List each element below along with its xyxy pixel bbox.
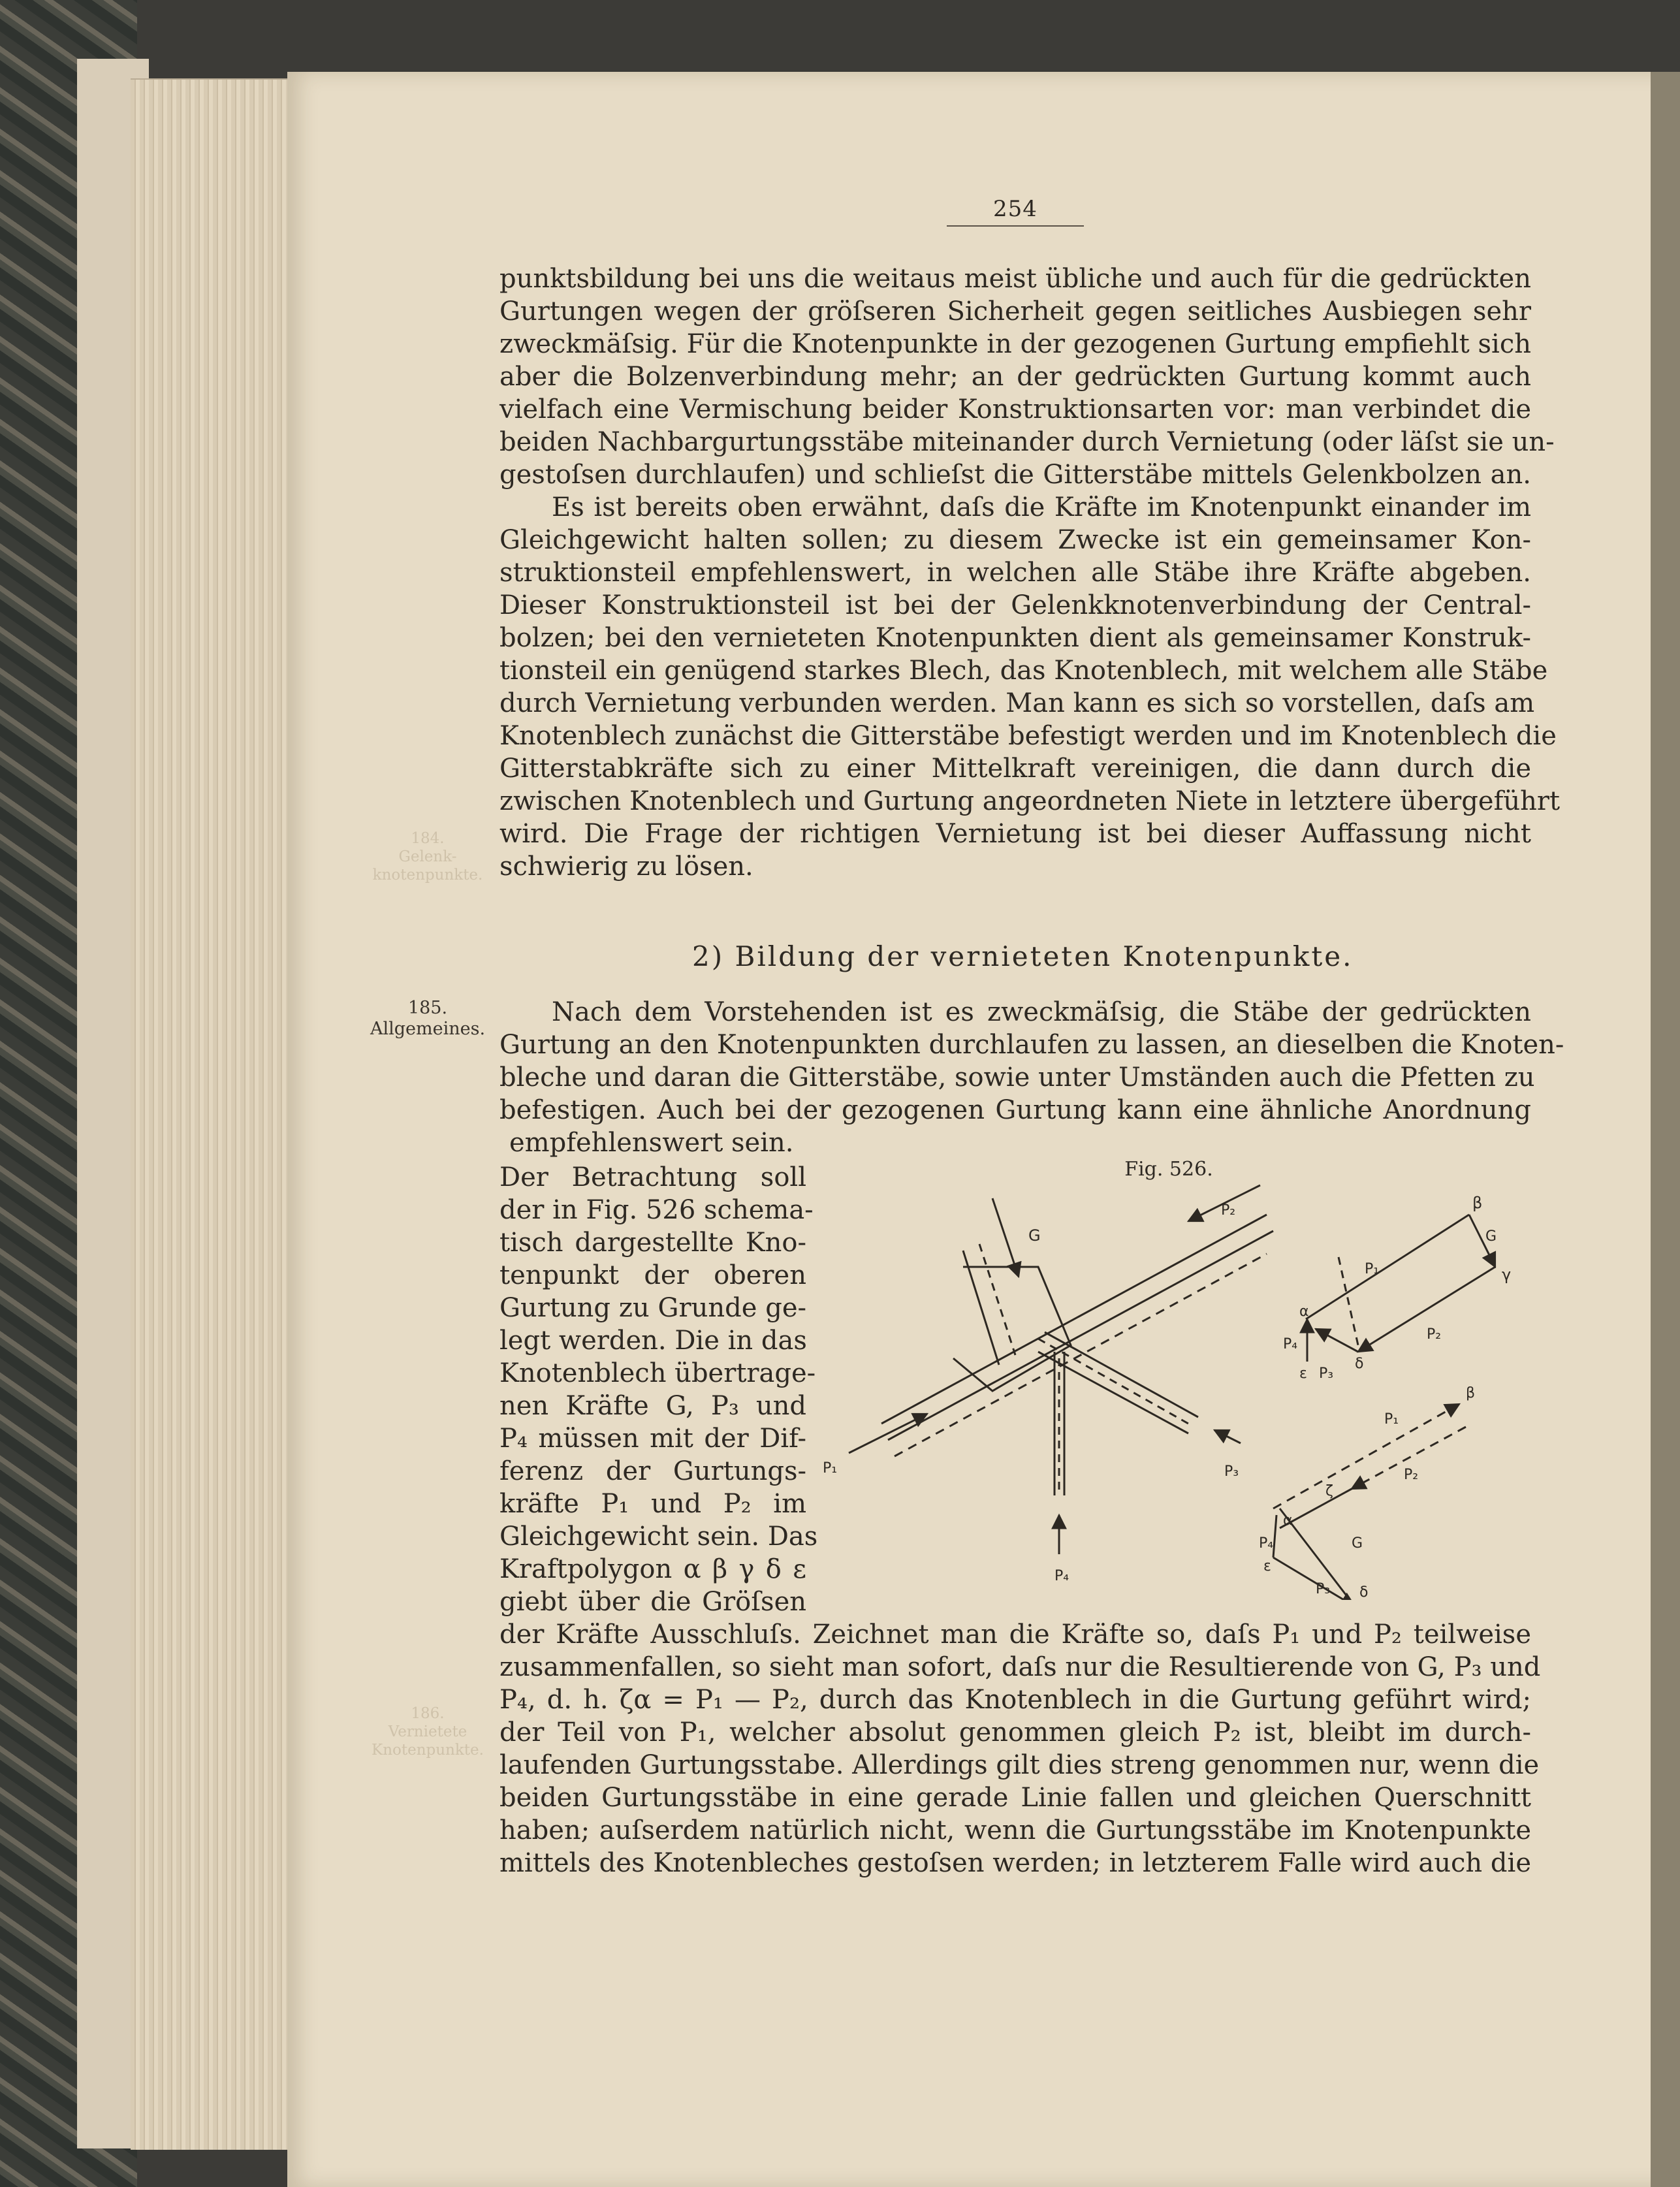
margin-note-number: 185. [407,998,448,1018]
text-line: mittels des Knotenbleches gestoſsen werden; in letzterem Falle wird auch die [499,1848,1531,1878]
text-line: P₄, d. h. ζα = P₁ — P₂, durch das Knotenblech in die Gurtung geführt wird; [499,1685,1531,1715]
text-line: wird. Die Frage der richtigen Vernietung ist bei dieser Auffassung nicht [499,819,1531,849]
text-line: Kraftpolygon α β γ δ ε [499,1554,806,1584]
show-through-note: 186. Vernietete Knotenpunkte. [372,1705,484,1759]
text-line: P₄ müssen mit der Dif- [499,1424,806,1454]
page-number-rule [947,225,1084,227]
label-beta: β [1472,1194,1483,1212]
text-line: befestigen. Auch bei der gezogenen Gurtung kann eine ähnliche Anordnung [499,1095,1531,1125]
label-p4: P₄ [1054,1568,1070,1584]
text-line: zusammenfallen, so sieht man sofort, daſs nur die Resultierende von G, P₃ und [499,1652,1541,1682]
label-p4-polygon: P₄ [1283,1336,1298,1352]
polygon2-p3 [1273,1557,1355,1600]
text-line: Knotenblech übertrage- [499,1358,816,1388]
label-p3-polygon: P₃ [1319,1365,1334,1382]
text-line: Gurtungen wegen der gröſseren Sicherheit gegen seitliches Ausbiegen sehr [499,296,1531,327]
text-line: tenpunkt der oberen [499,1260,806,1290]
chord-line [881,1215,1267,1424]
label-delta-2: δ [1359,1584,1369,1600]
text-line: tionsteil ein genügend starkes Blech, das Knotenblech, mit welchem alle Stäbe [499,656,1548,686]
text-line: Gleichgewicht halten sollen; zu diesem Zwecke ist ein gemeinsamer Kon- [499,525,1531,555]
text-line: nen Kräfte G, P₃ und [499,1391,806,1421]
diagonal-p3 [1038,1352,1188,1433]
text-line: beiden Gurtungsstäbe in eine gerade Linie fallen und gleichen Querschnitt [499,1783,1531,1813]
text-line: ferenz der Gurtungs- [499,1456,806,1486]
text-line: giebt über die Gröſsen [499,1587,806,1617]
label-zeta: ζ [1325,1483,1333,1499]
label-beta-2: β [1466,1385,1476,1401]
text-line: kräfte P₁ und P₂ im [499,1489,806,1519]
text-line: tisch dargestellte Kno- [499,1228,806,1258]
label-p1: P₁ [823,1460,838,1477]
text-line: beiden Nachbargurtungsstäbe miteinander durch Vernietung (oder läſst sie un- [499,427,1555,457]
text-line: bolzen; bei den vernieteten Knotenpunkten dient als gemeinsamer Konstruk- [499,623,1531,653]
text-line: aber die Bolzenverbindung mehr; an der gedrückten Gurtung kommt auch [499,362,1531,392]
label-epsilon: ε [1299,1365,1307,1382]
diagonal-g-axis [979,1244,1015,1355]
facing-page-edge [1651,72,1680,2187]
polygon2-p1 [1273,1404,1459,1509]
figure-caption: Fig. 526. [1124,1158,1213,1181]
polygon-p3 [1316,1329,1358,1352]
polygon-resultant [1339,1257,1358,1345]
text-line: Gleichgewicht sein. Das [499,1522,818,1552]
arrow-p3 [1214,1430,1241,1443]
text-line [499,1879,1531,1912]
text-line: Der Betrachtung soll [499,1162,806,1192]
polygon2-p4 [1273,1515,1276,1557]
text-line: durch Vernietung verbunden werden. Man kann es sich so vorstellen, daſs am [499,688,1535,718]
chord-line [888,1231,1273,1440]
label-p1-2: P₁ [1384,1411,1399,1428]
text-line: haben; auſserdem natürlich nicht, wenn die Gurtungsstäbe im Knotenpunkte [499,1815,1531,1845]
label-p1-polygon: P₁ [1365,1261,1380,1277]
text-line: Gurtung zu Grunde ge- [499,1293,806,1323]
page-number: 254 [993,196,1038,222]
text-line: Gitterstabkräfte sich zu einer Mittelkraft vereinigen, die dann durch die [499,754,1531,784]
label-gamma: γ [1502,1266,1512,1284]
polygon-p1 [1306,1215,1469,1319]
label-g: G [1028,1226,1041,1245]
text-line: punktsbildung bei uns die weitaus meist übliche und auch für die gedrückten [499,264,1531,294]
section-heading: 2) Bildung der vernieteten Knotenpunkte. [692,940,1354,972]
arrow-g [992,1198,1019,1277]
label-p2-2: P₂ [1404,1467,1419,1483]
text-line: Gurtung an den Knotenpunkten durchlaufen zu lassen, an dieselben die Knoten- [499,1030,1564,1060]
label-g-2: G [1352,1535,1363,1552]
text-line: empfehlenswert sein. [509,1128,794,1158]
text-line: legt werden. Die in das [499,1326,807,1356]
label-delta: δ [1355,1356,1364,1372]
text-line: zwischen Knotenblech und Gurtung angeordneten Niete in letztere übergeführt [499,786,1561,816]
show-through-note: 184. Gelenk- knotenpunkte. [372,830,483,884]
text-line: Dieser Konstruktionsteil ist bei der Gelenkknotenverbindung der Central- [499,590,1531,620]
text-line: Es ist bereits oben erwähnt, daſs die Kräfte im Knotenpunkt einander im [552,492,1531,522]
margin-note-label: Allgemeines. [370,1019,486,1039]
text-line: gestoſsen durchlaufen) und schlieſst die Gitterstäbe mittels Gelenkbolzen an. [499,460,1531,490]
figure-526-diagram [823,1182,1541,1600]
label-p2: P₂ [1221,1202,1236,1219]
text-line: Nach dem Vorstehenden ist es zweckmäſsig, die Stäbe der gedrückten [552,997,1531,1027]
label-g-polygon: G [1485,1228,1497,1245]
text-line: der in Fig. 526 schema- [499,1195,814,1225]
text-line: struktionsteil empfehlenswert, in welchen alle Stäbe ihre Kräfte abgeben. [499,558,1531,588]
chord-centerline [895,1254,1267,1456]
text-line: vielfach eine Vermischung beider Konstruktionsarten vor: man verbindet die [499,394,1531,424]
label-p3-2: P₃ [1316,1581,1331,1597]
label-alpha: α [1299,1303,1309,1320]
text-line: zweckmäſsig. Für die Knotenpunkte in der gezogenen Gurtung empfiehlt sich [499,329,1531,359]
text-line: der Teil von P₁, welcher absolut genommen gleich P₂ ist, bleibt im durch- [499,1717,1531,1748]
text-line: laufenden Gurtungsstabe. Allerdings gilt dies streng genommen nur, wenn die [499,1750,1540,1780]
page-stack [131,78,300,2150]
label-p3: P₃ [1224,1463,1239,1480]
label-epsilon-2: ε [1263,1558,1271,1574]
text-line: der Kräfte Ausschluſs. Zeichnet man die Kräfte so, daſs P₁ und P₂ teilweise [499,1620,1531,1650]
label-alpha-2: α [1283,1512,1293,1529]
text-line: schwierig zu lösen. [499,852,753,882]
label-p2-polygon: P₂ [1427,1326,1442,1343]
diagonal-p3 [1045,1332,1198,1417]
label-p4-2: P₄ [1259,1535,1274,1552]
text-line: bleche und daran die Gitterstäbe, sowie unter Umständen auch die Pfetten zu [499,1062,1535,1093]
text-line: Knotenblech zunächst die Gitterstäbe befestigt werden und im Knotenblech die [499,721,1557,751]
